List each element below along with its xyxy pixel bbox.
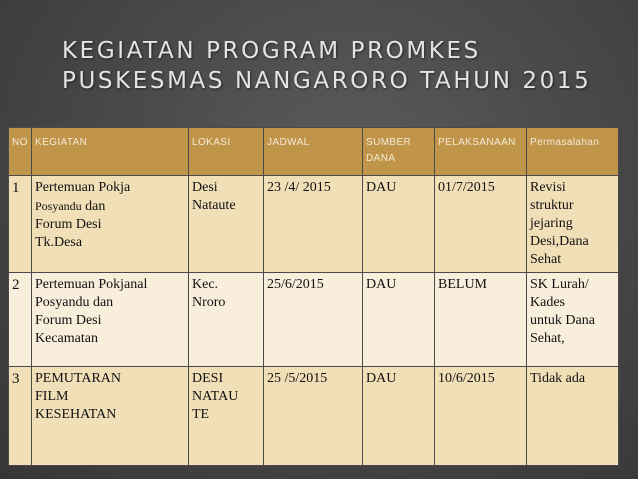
cell-text-line: Desi <box>192 180 218 195</box>
cell-kegiatan <box>32 367 189 466</box>
cell-pelaksanaan: BELUM <box>435 273 527 367</box>
cell-text-line: Forum Desi <box>35 313 102 328</box>
cell-permasalahan <box>527 273 619 367</box>
cell-jadwal: 23 /4/ 2015 <box>264 176 363 273</box>
cell-jadwal: 25 /5/2015 <box>264 367 363 466</box>
cell-kegiatan <box>32 273 189 367</box>
cell-text-line: Posyandu <box>35 199 82 213</box>
slide-title-line-1: KEGIATAN PROGRAM PROMKES <box>62 38 481 64</box>
activity-table <box>8 127 619 466</box>
cell-text-line: NATAU <box>192 389 239 404</box>
header-lokasi: LOKASI <box>189 128 264 176</box>
cell-text-line: KESEHATAN <box>35 407 117 422</box>
table-row <box>9 176 619 273</box>
cell-sumber-dana: DAU <box>363 176 435 273</box>
table-header-row <box>9 128 619 176</box>
cell-pelaksanaan: 10/6/2015 <box>435 367 527 466</box>
header-jadwal: JADWAL <box>264 128 363 176</box>
table-row <box>9 367 619 466</box>
cell-text-line: Kec. <box>192 277 219 292</box>
header-pelaksanaan: PELAKSANAAN <box>435 128 527 176</box>
cell-lokasi <box>189 367 264 466</box>
cell-no: 3 <box>9 367 32 466</box>
cell-lokasi <box>189 273 264 367</box>
cell-permasalahan <box>527 176 619 273</box>
header-no: NO <box>9 128 32 176</box>
cell-text-line: Revisi <box>530 180 566 195</box>
cell-permasalahan <box>527 367 619 466</box>
cell-text-line: Kecamatan <box>35 331 98 346</box>
cell-text-line: Forum Desi <box>35 217 102 232</box>
table-row <box>9 273 619 367</box>
cell-text-line: Posyandu dan <box>35 295 114 310</box>
cell-text-line: Tidak ada <box>530 371 586 386</box>
cell-text-line: Nataute <box>192 198 236 213</box>
header-sumber-dana: SUMBER DANA <box>363 128 435 176</box>
cell-text-line: Nroro <box>192 295 226 310</box>
cell-text-line: PEMUTARAN <box>35 371 121 386</box>
cell-jadwal: 25/6/2015 <box>264 273 363 367</box>
cell-pelaksanaan: 01/7/2015 <box>435 176 527 273</box>
cell-text-line: SK Lurah/ <box>530 277 589 292</box>
cell-text-line: jejaring <box>530 216 573 231</box>
cell-text-line: Desi,Dana <box>530 234 589 249</box>
header-permasalahan: Permasalahan <box>527 128 619 176</box>
cell-sumber-dana: DAU <box>363 367 435 466</box>
cell-kegiatan <box>32 176 189 273</box>
cell-text-line: dan <box>85 199 106 214</box>
header-kegiatan: KEGIATAN <box>32 128 189 176</box>
cell-text-line: Pertemuan Pokjanal <box>35 277 148 292</box>
cell-text-line: Kades <box>530 295 565 310</box>
cell-text-line: Tk.Desa <box>35 235 83 250</box>
cell-text-line: untuk Dana <box>530 313 595 328</box>
cell-text-line: DESI <box>192 371 224 386</box>
cell-text-line: Sehat <box>530 252 562 267</box>
cell-text-line: TE <box>192 407 210 422</box>
slide-title-line-2: PUSKESMAS NANGARORO TAHUN 2015 <box>62 68 592 94</box>
cell-lokasi <box>189 176 264 273</box>
cell-no: 2 <box>9 273 32 367</box>
cell-no: 1 <box>9 176 32 273</box>
cell-text-line: Pertemuan Pokja <box>35 180 131 195</box>
cell-text-line: struktur <box>530 198 574 213</box>
cell-text-line: Sehat, <box>530 331 565 346</box>
cell-sumber-dana: DAU <box>363 273 435 367</box>
cell-text-line: FILM <box>35 389 69 404</box>
slide-title <box>62 36 622 96</box>
